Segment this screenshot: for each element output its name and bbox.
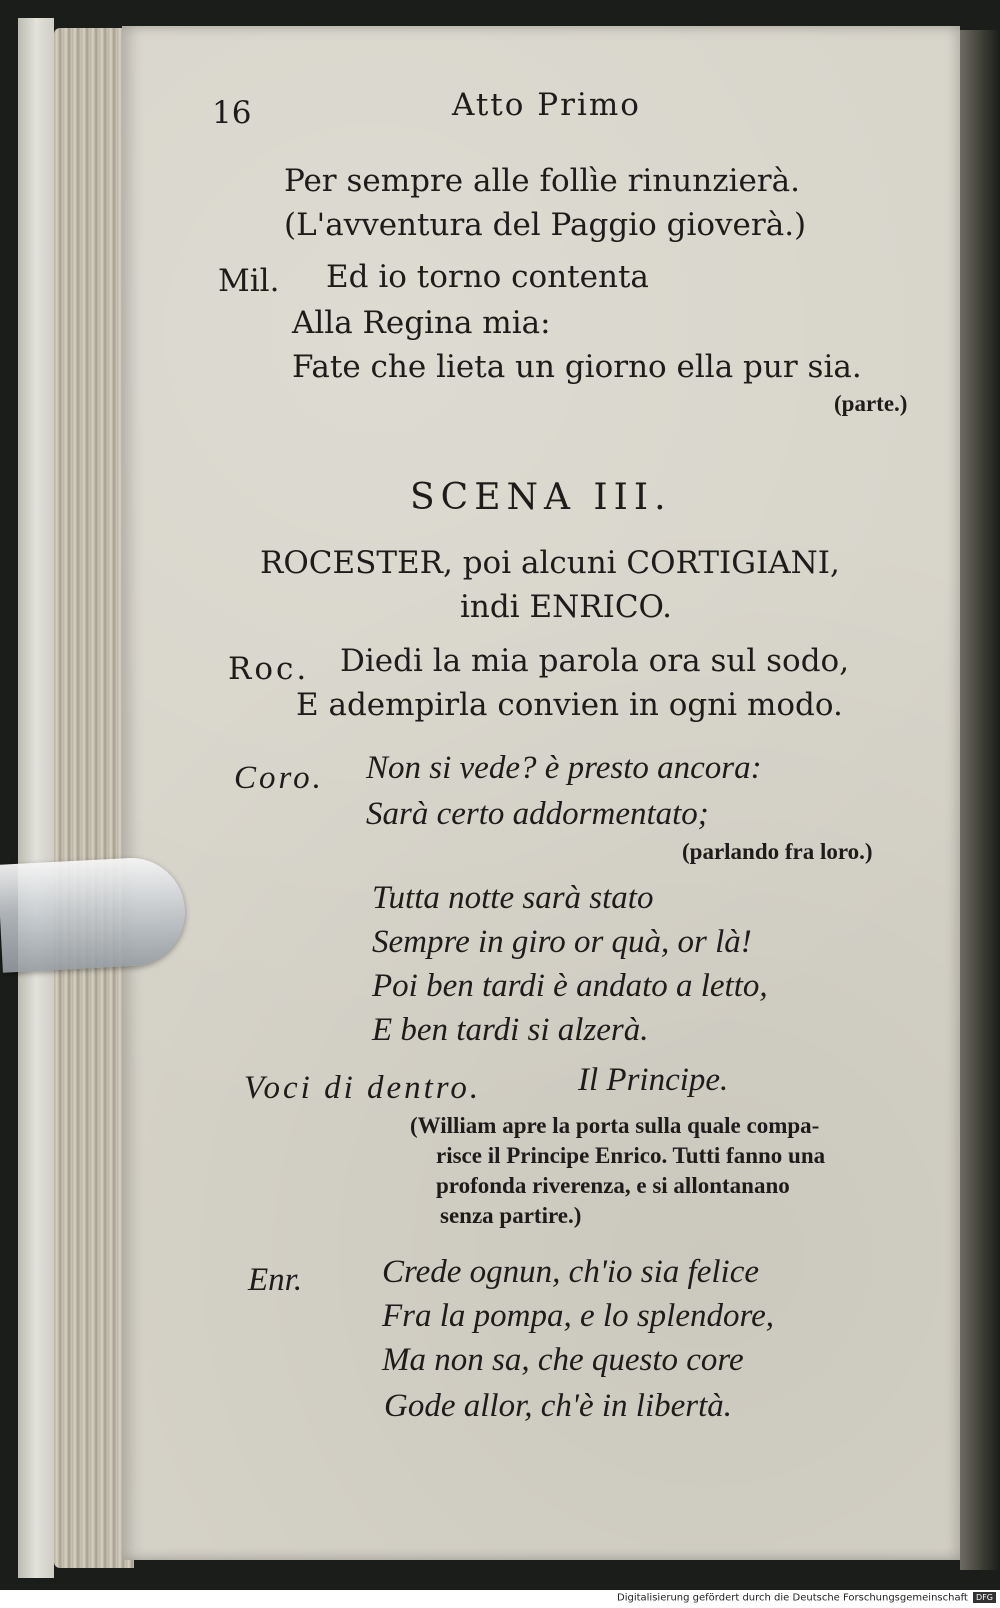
stage-direction: senza partire.) [440,1203,582,1228]
running-title: Atto Primo [452,87,641,123]
verse-line: Crede ognun, ch'io sia felice [382,1254,760,1290]
verse-line: Ed io torno contenta [326,259,649,295]
stage-direction: (William apre la porta sulla quale compa- [410,1113,820,1138]
page-holder-clip [0,855,188,973]
scene-cast: indi ENRICO. [460,589,673,625]
gutter-shadow [960,30,1000,1570]
stage-direction: risce il Principe Enrico. Tutti fanno una [436,1143,826,1168]
verse-line: Sempre in giro or quà, or là! [372,924,752,960]
scene-cast: ROCESTER, poi alcuni CORTIGIANI, [260,545,840,581]
verse-line: Gode allor, ch'è in libertà. [384,1388,733,1424]
verse-line: E ben tardi si alzerà. [372,1012,649,1048]
verse-line: E adempirla convien in ogni modo. [296,687,843,723]
verse-line: Poi ben tardi è andato a letto, [372,968,768,1004]
digitization-credit [617,1592,996,1604]
stage-direction: (parte.) [834,391,908,416]
verse-line: Diedi la mia parola ora sul sodo, [340,643,850,679]
verse-line: Sarà certo addormentato; [366,796,709,832]
speaker-mil: Mil. [218,263,280,299]
stage-direction: (parlando fra loro.) [682,839,873,864]
verse-line: Alla Regina mia: [292,305,551,341]
verse-line: Per sempre alle follìe rinunzierà. [284,163,800,199]
verse-line: Il Principe. [578,1062,729,1098]
speaker-roc: Roc. [228,651,310,687]
verse-line: Non si vede? è presto ancora: [366,750,762,786]
verse-line: Fate che lieta un giorno ella pur sia. [292,349,862,385]
credit-text: Digitalisierung gefördert durch die Deutsche Forschungsgemeinschaft [617,1592,968,1604]
verse-line: Ma non sa, che questo core [382,1342,744,1378]
verse-line: Tutta notte sarà stato [372,880,654,916]
verse-line: Fra la pompa, e lo splendore, [382,1298,774,1334]
scene-heading: SCENA III. [410,477,672,518]
speaker-enr: Enr. [248,1262,303,1298]
stage-direction: profonda riverenza, e si allontanano [436,1173,790,1198]
speaker-coro: Coro. [234,760,324,796]
speaker-voci: Voci di dentro. [244,1070,482,1106]
dfg-logo: DFG [973,1592,996,1603]
verse-line: (L'avventura del Paggio gioverà.) [284,207,807,243]
page-left-edge [18,18,54,1578]
page-number: 16 [212,95,252,131]
